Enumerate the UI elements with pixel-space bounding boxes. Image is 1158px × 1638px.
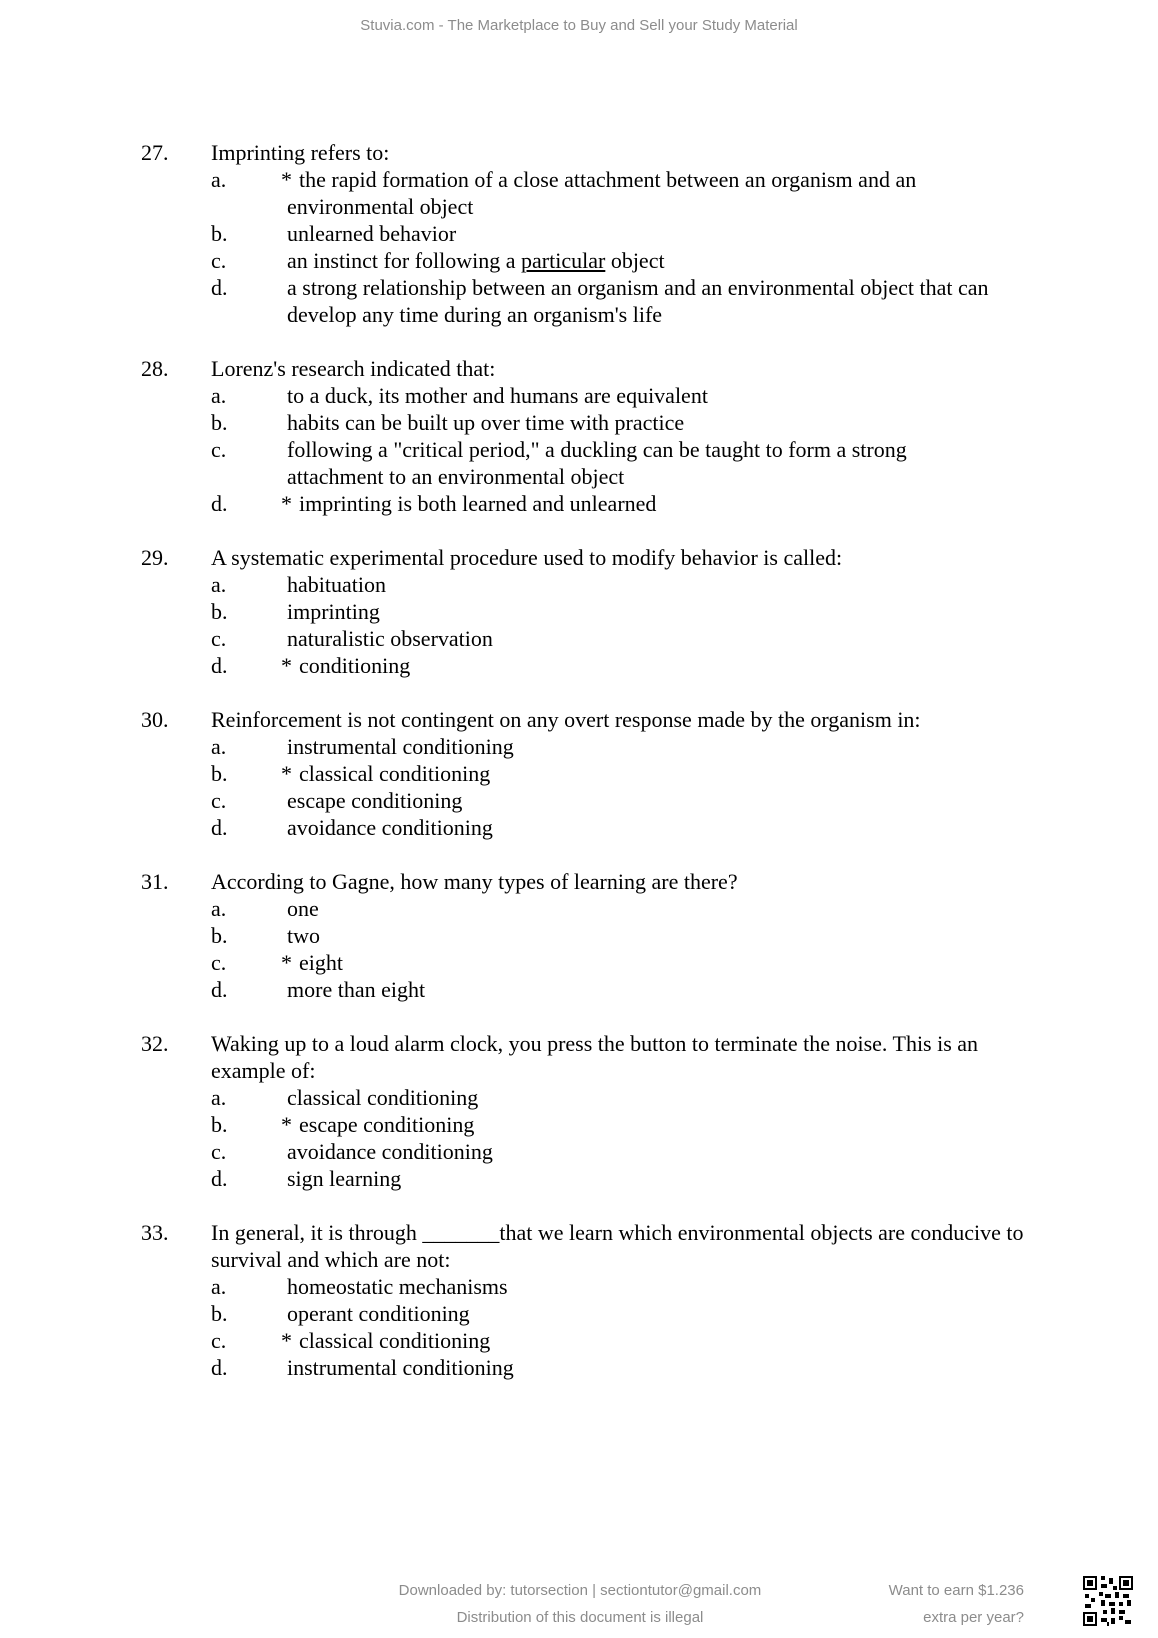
option-d (0, 490, 1158, 517)
question-text: Waking up to a loud alarm clock, you press the button to terminate the noise. This is an example of: (211, 1031, 979, 1083)
option-c-continued (0, 463, 1158, 490)
option-text: conditioning (299, 653, 411, 678)
option-letter: d. (211, 977, 228, 1002)
question-text: Imprinting refers to: (211, 140, 390, 165)
question-prompt (0, 868, 1158, 895)
option-letter: c. (211, 626, 227, 651)
option-letter: c. (211, 248, 227, 273)
option-d (0, 1165, 1158, 1192)
option-letter: b. (211, 221, 228, 246)
question-number: 28. (141, 356, 169, 381)
option-text: two (287, 923, 320, 948)
option-text: habituation (287, 572, 386, 597)
qr-code-icon[interactable] (1083, 1576, 1133, 1626)
option-text: sign learning (287, 1166, 402, 1191)
question-prompt (0, 706, 1158, 733)
option-a (0, 1273, 1158, 1300)
option-a (0, 733, 1158, 760)
downloaded-by-text: Downloaded by: tutorsection | sectiontutor@gmail.com (398, 1582, 762, 1599)
option-c (0, 787, 1158, 814)
option-text-pre: an instinct for following a (287, 248, 522, 273)
footer-info (330, 1577, 830, 1631)
option-letter: a. (211, 383, 227, 408)
question-text: A systematic experimental procedure used to modify behavior is called: (211, 545, 843, 570)
distribution-notice: Distribution of this document is illegal (456, 1609, 704, 1626)
question-text: According to Gagne, how many types of learning are there? (211, 869, 738, 894)
option-text: avoidance conditioning (287, 1139, 493, 1164)
option-b (0, 922, 1158, 949)
option-text: avoidance conditioning (287, 815, 493, 840)
option-text: escape conditioning (287, 788, 463, 813)
option-text: more than eight (287, 977, 426, 1002)
option-a (0, 895, 1158, 922)
option-text: unlearned behavior (287, 221, 457, 246)
option-d (0, 1354, 1158, 1381)
option-text: eight (299, 950, 343, 975)
question-text: In general, it is through _______that we learn which environmental objects are conducive to survival and which are not: (211, 1220, 1024, 1272)
option-text-continued: develop any time during an organism's life (287, 302, 663, 327)
option-letter: d. (211, 815, 228, 840)
correct-marker: * (281, 761, 292, 786)
question-text: Lorenz's research indicated that: (211, 356, 496, 381)
option-a (0, 382, 1158, 409)
option-letter: b. (211, 410, 228, 435)
option-a (0, 571, 1158, 598)
option-text: naturalistic observation (287, 626, 493, 651)
option-letter: b. (211, 761, 228, 786)
option-a (0, 1084, 1158, 1111)
option-text: imprinting (287, 599, 380, 624)
question-33 (0, 1219, 1158, 1381)
option-letter: c. (211, 1139, 227, 1164)
page-header[interactable]: Stuvia.com - The Marketplace to Buy and Sell your Study Material (360, 17, 798, 34)
option-letter: a. (211, 896, 227, 921)
question-28 (0, 355, 1158, 517)
option-letter: a. (211, 734, 227, 759)
option-letter: c. (211, 788, 227, 813)
option-letter: a. (211, 1085, 227, 1110)
option-text: classical conditioning (299, 761, 491, 786)
option-letter: b. (211, 923, 228, 948)
option-letter: a. (211, 167, 227, 192)
earn-promo-line-1[interactable]: Want to earn $1.236 (888, 1582, 1024, 1599)
option-text: following a "critical period," a duckling can be taught to form a strong (287, 437, 907, 462)
option-d (0, 652, 1158, 679)
option-letter: d. (211, 1166, 228, 1191)
option-letter: d. (211, 275, 228, 300)
option-d (0, 814, 1158, 841)
correct-marker: * (281, 1112, 292, 1137)
option-letter: c. (211, 437, 227, 462)
option-c (0, 436, 1158, 463)
option-letter: a. (211, 1274, 227, 1299)
option-c (0, 247, 1158, 274)
question-number: 32. (141, 1031, 169, 1056)
option-c (0, 1138, 1158, 1165)
question-prompt (0, 544, 1158, 571)
question-prompt (0, 355, 1158, 382)
question-number: 31. (141, 869, 169, 894)
option-text: habits can be built up over time with practice (287, 410, 685, 435)
question-30 (0, 706, 1158, 841)
question-number: 33. (141, 1220, 169, 1245)
correct-marker: * (281, 491, 292, 516)
option-text: one (287, 896, 319, 921)
correct-marker: * (281, 950, 292, 975)
option-letter: c. (211, 950, 227, 975)
option-d (0, 274, 1158, 301)
option-b (0, 409, 1158, 436)
option-a (0, 166, 1158, 193)
option-text: the rapid formation of a close attachment between an organism and an (299, 167, 917, 192)
question-prompt (0, 1030, 1158, 1084)
option-d-continued (0, 301, 1158, 328)
option-letter: d. (211, 491, 228, 516)
question-27 (0, 139, 1158, 328)
option-letter: b. (211, 1301, 228, 1326)
question-number: 30. (141, 707, 169, 732)
correct-marker: * (281, 653, 292, 678)
question-prompt (0, 1219, 1158, 1273)
question-29 (0, 544, 1158, 679)
option-text-continued: environmental object (287, 194, 474, 219)
option-text: escape conditioning (299, 1112, 475, 1137)
option-text: instrumental conditioning (287, 734, 514, 759)
option-b (0, 220, 1158, 247)
option-letter: b. (211, 1112, 228, 1137)
question-number: 27. (141, 140, 169, 165)
option-text: classical conditioning (299, 1328, 491, 1353)
option-letter: c. (211, 1328, 227, 1353)
option-b (0, 1111, 1158, 1138)
correct-marker: * (281, 1328, 292, 1353)
option-c (0, 625, 1158, 652)
option-text-post: object (605, 248, 665, 273)
option-text: homeostatic mechanisms (287, 1274, 508, 1299)
earn-promo[interactable] (889, 1577, 1024, 1631)
option-letter: a. (211, 572, 227, 597)
question-list (0, 139, 1158, 1408)
question-31 (0, 868, 1158, 1003)
earn-promo-line-2[interactable]: extra per year? (923, 1609, 1024, 1626)
option-letter: d. (211, 1355, 228, 1380)
question-prompt (0, 139, 1158, 166)
option-b (0, 760, 1158, 787)
correct-marker: * (281, 167, 292, 192)
question-number: 29. (141, 545, 169, 570)
option-c (0, 949, 1158, 976)
option-text: to a duck, its mother and humans are equivalent (287, 383, 708, 408)
option-text: instrumental conditioning (287, 1355, 514, 1380)
question-text: Reinforcement is not contingent on any overt response made by the organism in: (211, 707, 921, 732)
option-text: imprinting is both learned and unlearned (299, 491, 657, 516)
option-text: a strong relationship between an organism and an environmental object that can (287, 275, 989, 300)
option-b (0, 598, 1158, 625)
option-letter: b. (211, 599, 228, 624)
question-32 (0, 1030, 1158, 1192)
option-d (0, 976, 1158, 1003)
option-letter: d. (211, 653, 228, 678)
option-text-continued: attachment to an environmental object (287, 464, 625, 489)
option-text: classical conditioning (287, 1085, 479, 1110)
option-a-continued (0, 193, 1158, 220)
option-text: operant conditioning (287, 1301, 470, 1326)
option-c (0, 1327, 1158, 1354)
option-text-underlined: particular (521, 248, 606, 273)
option-b (0, 1300, 1158, 1327)
